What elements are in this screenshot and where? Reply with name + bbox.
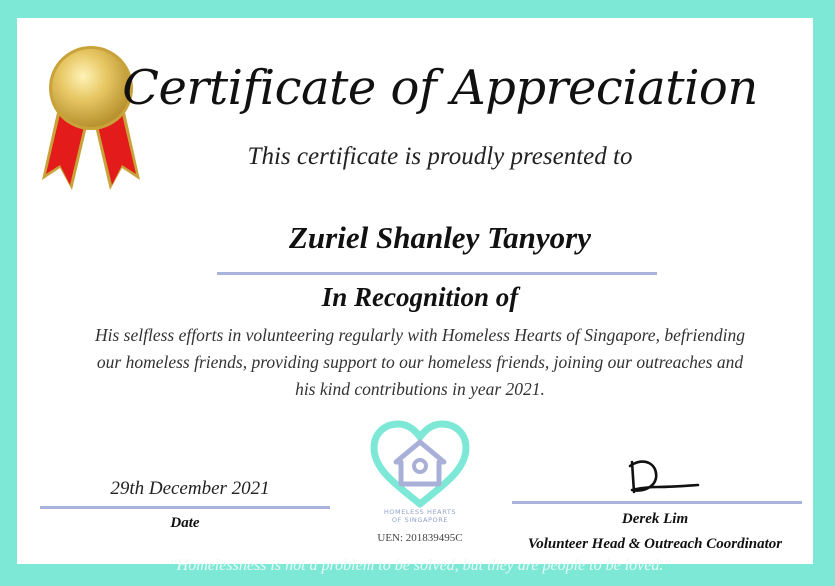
date-value: 29th December 2021 — [110, 478, 270, 499]
date-label: Date — [170, 515, 200, 531]
signature-icon — [622, 452, 702, 497]
recognition-body — [70, 322, 770, 403]
recipient-name: Zuriel Shanley Tanyory — [289, 220, 591, 255]
signatory-title: Volunteer Head & Outreach Coordinator — [527, 536, 783, 552]
signature-line — [512, 501, 802, 504]
recognition-heading: In Recognition of — [321, 282, 519, 312]
body-line: His selfless efforts in volunteering regularly with Homeless Hearts of Singapore, befriending — [94, 325, 746, 345]
presented-to-line: This certificate is proudly presented to — [247, 143, 633, 170]
signatory-name: Derek Lim — [621, 511, 689, 527]
heart-house-logo-icon — [368, 420, 472, 510]
footer-quote: "Homelessness is not a problem to be solved, but they are people to be loved." — [169, 557, 671, 574]
date-line — [40, 506, 330, 509]
org-name-line: HOMELESS HEARTS — [383, 508, 457, 516]
recipient-underline — [217, 272, 657, 275]
uen-number: UEN: 201839495C — [377, 532, 463, 544]
body-line: our homeless friends, providing support to our homeless friends, joining our outreaches and — [96, 352, 744, 372]
certificate-title: Certificate of Appreciation — [122, 60, 758, 116]
org-name-line: OF SINGAPORE — [391, 516, 449, 524]
body-line: his kind contributions in year 2021. — [295, 379, 545, 399]
org-name — [350, 508, 490, 524]
